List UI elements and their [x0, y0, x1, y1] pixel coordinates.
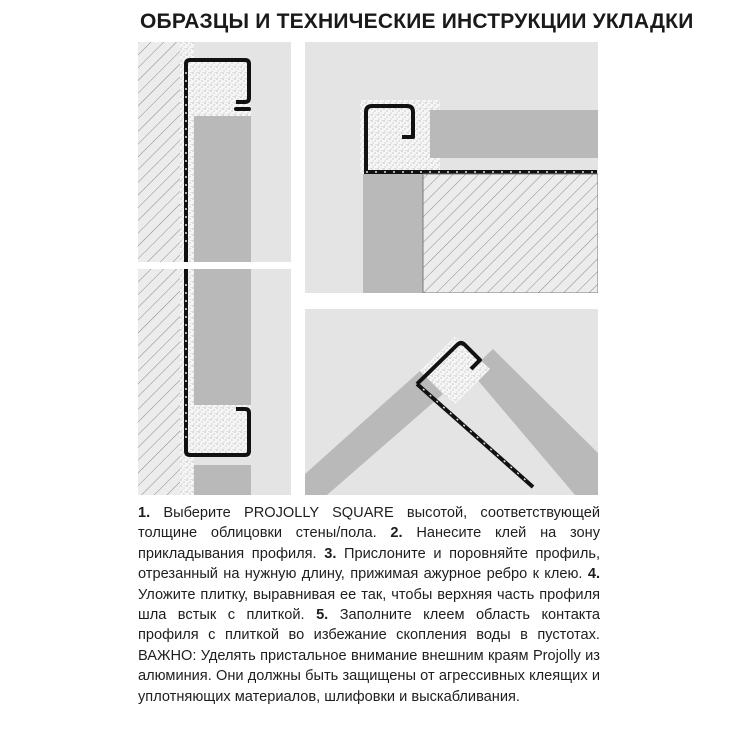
- step-3-number: 3.: [324, 545, 337, 562]
- adhesive-bottom: [194, 405, 251, 457]
- diagram-wall-profile-bottom: [138, 269, 291, 495]
- step-5-number: 5.: [316, 607, 329, 624]
- wall-substrate: [138, 269, 180, 495]
- tile-right: [470, 349, 598, 495]
- instructions-text: [138, 503, 600, 707]
- corner-adhesive: [360, 100, 440, 174]
- step-4-number: 4.: [587, 566, 600, 583]
- step-3-text: Прислоните и поровняйте профиль, отрезанный на нужную длину, прижимая ажурное ребро к клею.: [138, 545, 600, 583]
- step-1-text: Выберите PROJOLLY SQUARE высотой, соответствующей толщине облицовки стены/пола.: [138, 505, 600, 542]
- diagram-outer-corner-diagonal: [305, 309, 598, 495]
- tile-lower: [194, 465, 251, 495]
- floor-substrate: [423, 174, 598, 293]
- tile: [194, 116, 251, 262]
- diagram-outer-corner-horizontal: [305, 42, 598, 293]
- tile-vertical: [363, 174, 423, 293]
- page-title: ОБРАЗЦЫ И ТЕХНИЧЕСКИЕ ИНСТРУКЦИИ УКЛАДКИ: [140, 10, 694, 33]
- step-5-text: Заполните клеем область контакта профиля с плиткой во избежание скопления воды в пустотах. ВАЖНО: Уделять пристальное внимание внешним краям Projolly из алюминия. Они должны быть защищены от агрессивных клеящих и уплотняющих материалов, шлифовки и выскабливания.: [138, 607, 600, 705]
- tile-horizontal: [430, 110, 598, 158]
- diagram-wall-profile-top: [138, 42, 291, 262]
- step-2-number: 2.: [390, 525, 403, 542]
- step-1-number: 1.: [138, 505, 151, 521]
- step-2-text: Нанесите клей на зону прикладывания профиля.: [138, 525, 600, 562]
- wall-substrate: [138, 42, 180, 262]
- step-4-text: Уложите плитку, выравнивая ее так, чтобы верхняя часть профиля шла встык с плиткой.: [138, 586, 600, 624]
- tile: [194, 269, 251, 405]
